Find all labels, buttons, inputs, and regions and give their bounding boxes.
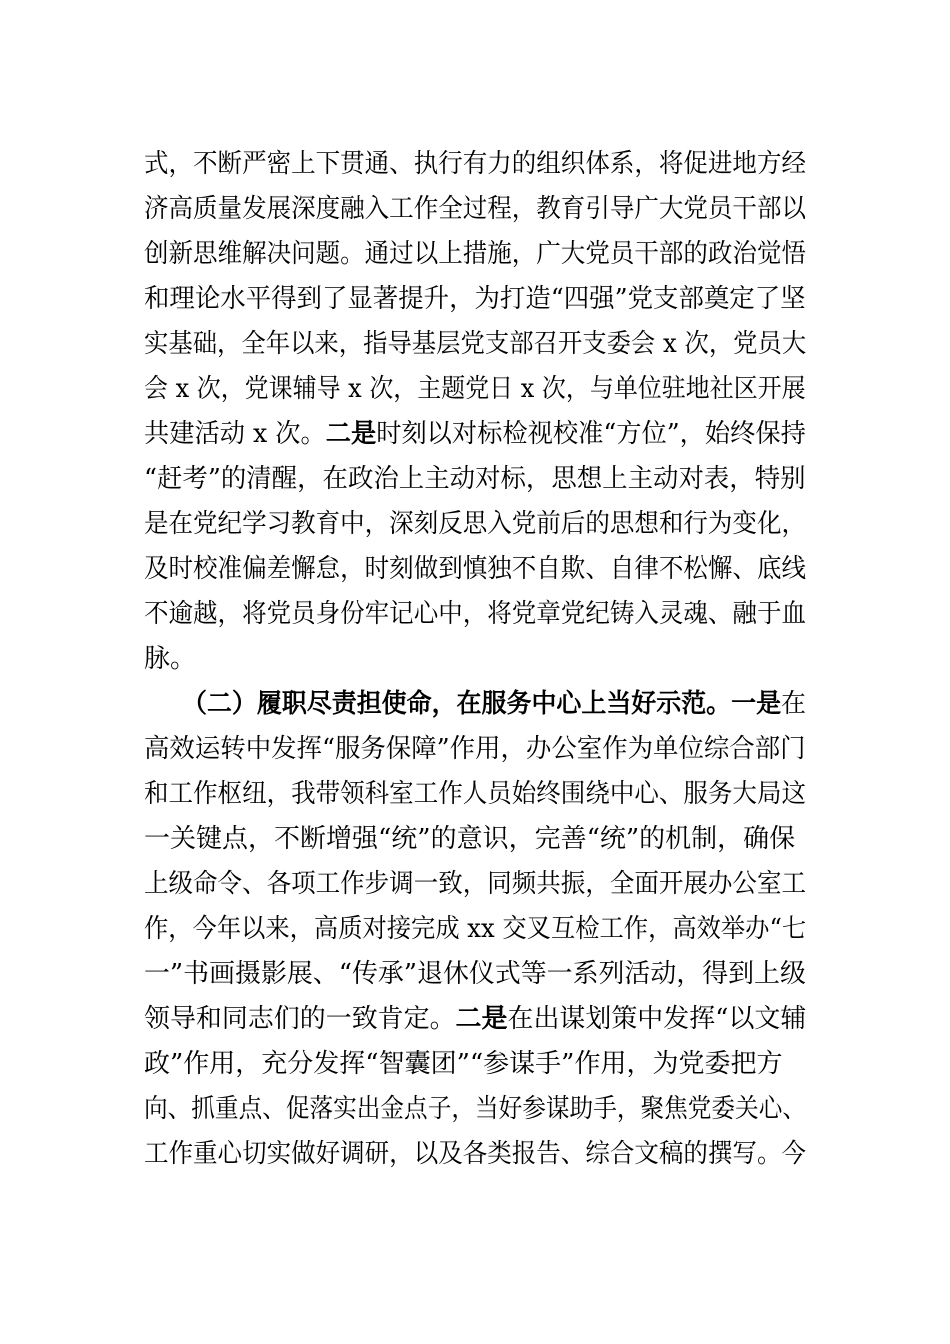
- text-run: 领导和同志们的一致肯定。: [144, 1004, 456, 1034]
- bold-lead-in: 二是: [455, 1004, 508, 1034]
- text-line: [144, 412, 806, 456]
- text-line: [144, 1087, 806, 1131]
- text-line: [144, 232, 806, 276]
- text-run: 上级命令、各项工作步调一致，同频共振，全面开展办公室工: [144, 869, 807, 899]
- text-line: [144, 322, 806, 366]
- text-run: 脉。: [144, 644, 197, 674]
- text-run: 及时校准偏差懈怠，时刻做到慎独不自欺、自律不松懈、底线: [144, 554, 807, 584]
- text-line: [144, 592, 806, 636]
- text-run: 作，今年以来，高质对接完成 xx 交叉互检工作，高效举办“七: [144, 914, 807, 944]
- text-run: 时刻以对标检视校准“方位”，始终保持: [376, 419, 806, 449]
- text-line: [144, 727, 806, 771]
- text-line: [144, 187, 806, 231]
- section-heading: （二）履职尽责担使命，在服务中心上当好示范。一是: [182, 689, 782, 719]
- text-line: [144, 1042, 782, 1086]
- text-run: 创新思维解决问题。通过以上措施，广大党员干部的政治觉悟: [144, 239, 807, 269]
- text-run: 和工作枢纽，我带领科室工作人员始终围绕中心、服务大局这: [144, 779, 807, 809]
- bold-lead-in: 二是: [325, 419, 377, 449]
- text-run: 济高质量发展深度融入工作全过程，教育引导广大党员干部以: [144, 194, 807, 224]
- text-line: [144, 502, 806, 546]
- text-line: [144, 1132, 806, 1176]
- text-line: [144, 142, 806, 186]
- text-line: [144, 952, 806, 996]
- text-run: 工作重心切实做好调研，以及各类报告、综合文稿的撰写。今: [144, 1139, 807, 1169]
- text-line: [144, 277, 806, 321]
- text-line: [144, 997, 806, 1041]
- text-run: 会 x 次，党课辅导 x 次，主题党日 x 次，与单位驻地社区开展: [144, 374, 806, 404]
- text-run: 是在党纪学习教育中，深刻反思入党前后的思想和行为变化，: [144, 509, 807, 539]
- text-run: 不逾越，将党员身份牢记心中，将党章党纪铸入灵魂、融于血: [144, 599, 807, 629]
- text-line: [144, 907, 806, 951]
- text-run: 实基础，全年以来，指导基层党支部召开支委会 x 次，党员大: [144, 329, 807, 359]
- text-line: [144, 457, 806, 501]
- text-run: 一关键点，不断增强“统”的意识，完善“统”的机制，确保: [144, 824, 796, 854]
- text-run: 共建活动 x 次。: [144, 419, 326, 449]
- text-line: [144, 817, 795, 861]
- text-run: 向、抓重点、促落实出金点子，当好参谋助手，聚焦党委关心、: [144, 1094, 806, 1124]
- text-line: [144, 367, 806, 411]
- text-line: [144, 547, 806, 591]
- text-run: 式，不断严密上下贯通、执行有力的组织体系，将促进地方经: [144, 149, 807, 179]
- text-line: [144, 637, 196, 681]
- text-run: 一”书画摄影展、“传承”退休仪式等一系列活动，得到上级: [144, 959, 806, 989]
- text-run: 在: [781, 689, 807, 719]
- text-run: 高效运转中发挥“服务保障”作用，办公室作为单位综合部门: [144, 734, 806, 764]
- text-run: “赶考”的清醒，在政治上主动对标，思想上主动对表，特别: [144, 464, 806, 494]
- text-run: 在出谋划策中发挥“以文辅: [507, 1004, 807, 1034]
- text-run: 和理论水平得到了显著提升，为打造“四强”党支部奠定了坚: [144, 284, 806, 314]
- section-heading-line: [182, 682, 806, 726]
- text-line: [144, 862, 806, 906]
- text-line: [144, 772, 806, 816]
- text-run: 政”作用，充分发挥“智囊团”“参谋手”作用，为党委把方: [144, 1049, 783, 1079]
